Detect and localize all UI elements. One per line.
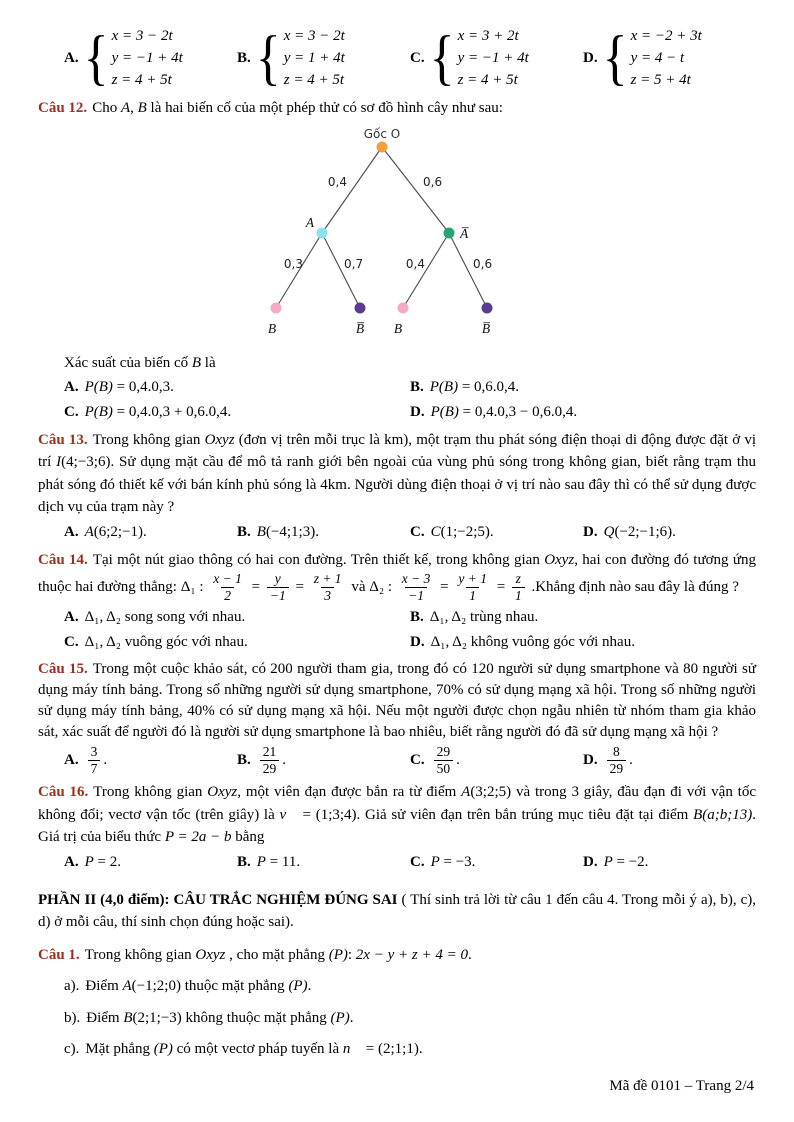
option-c bbox=[64, 400, 410, 425]
option-text: B(−4;1;3). bbox=[256, 523, 319, 540]
left-brace: { bbox=[83, 24, 109, 92]
option-letter: D. bbox=[583, 853, 598, 870]
option-text: $\frac{21}{29}$ . bbox=[257, 752, 286, 768]
option-text: P = 11. bbox=[256, 853, 301, 870]
tree-label-a: A bbox=[305, 214, 314, 230]
tree-label-b2: B bbox=[393, 320, 403, 336]
question-15-label: Câu 15. bbox=[38, 660, 88, 677]
option-letter: A. bbox=[64, 379, 79, 396]
option-a bbox=[64, 375, 410, 400]
option-text: C(1;−2;5). bbox=[430, 523, 494, 540]
item-text: Điểm A(−1;2;0) thuộc mặt phẳng (P). bbox=[85, 978, 312, 994]
part2-question-1-text: Trong không gian Oxyz , cho mặt phẳng (P): 2x − y + z + 4 = 0. bbox=[84, 946, 472, 963]
question-16-options bbox=[38, 850, 756, 875]
option-a bbox=[64, 850, 237, 875]
option-letter: C. bbox=[64, 404, 79, 420]
option-letter: A. bbox=[64, 609, 79, 626]
option-letter: D. bbox=[410, 634, 425, 651]
question-12-label: Câu 12. bbox=[38, 100, 88, 117]
option-d bbox=[410, 400, 756, 425]
question-13-text: Trong không gian Oxyz (đơn vị trên mỗi trục là km), một trạm thu phát sóng điện thoại di động được đặt ở vị trí I(4;−3;6). Sử dụng mặt cầu để mô tả ranh giới bên ngoài của vùng phủ sóng trong không gian, biết rằng trạm thu phát sóng đó thiết kế với bán kính phủ sóng là 4km. Người dùng điện thoại ở vị trí nào sau đây thì có thể sử dụng được dịch vụ của trạm này ? bbox=[38, 431, 756, 516]
equation-line: z = 4 + 5t bbox=[457, 71, 518, 88]
question-12-text: Cho A, B là hai biến cố của một phép thử có sơ đồ hình cây như sau: bbox=[92, 100, 503, 117]
option-c-system bbox=[410, 26, 583, 91]
part2-q1-item-a bbox=[38, 975, 756, 998]
tree-node-abar bbox=[444, 227, 455, 238]
option-letter: C. bbox=[410, 752, 425, 768]
option-text: P(B) = 0,4.0,3 − 0,6.0,4. bbox=[430, 404, 578, 420]
part2-question-1 bbox=[38, 944, 756, 967]
tree-node-b1 bbox=[271, 302, 282, 313]
option-a bbox=[64, 605, 410, 630]
probability-tree-wrap bbox=[38, 122, 756, 352]
option-b-system bbox=[237, 26, 410, 91]
left-brace: { bbox=[255, 24, 281, 92]
option-d bbox=[583, 744, 756, 777]
equation-line: y = 1 + 4t bbox=[283, 49, 345, 66]
option-letter: C. bbox=[410, 853, 425, 870]
prob-a-b: 0,3 bbox=[283, 256, 303, 271]
option-letter: D. bbox=[583, 523, 598, 540]
question-13 bbox=[38, 429, 756, 519]
equation-line: y = 4 − t bbox=[630, 49, 685, 66]
option-text: P = 2. bbox=[84, 853, 121, 870]
question-14-text: Tại một nút giao thông có hai con đường. Trên thiết kế, trong không gian Oxyz, hai con đường đó tương ứng thuộc hai đường thẳng: Δ₁ : $\frac{x - 1}{2}$ = $\frac{y}{-1}$ = $\frac{z + 1}{3}$ và Δ₂ : $\frac{x - 3}{-1}$ = $\frac{y + 1}{1}$ = $\frac{z}{1}$ .Khẳng định nào sau đây là đúng ? bbox=[38, 551, 756, 604]
parametric-line-options-row bbox=[38, 26, 756, 91]
option-text: $\frac{8}{29}$ . bbox=[604, 752, 633, 768]
option-d bbox=[583, 850, 756, 875]
equation-lines bbox=[631, 26, 702, 91]
left-brace: { bbox=[429, 24, 455, 92]
option-letter: D. bbox=[583, 50, 598, 67]
option-letter: A. bbox=[64, 50, 79, 67]
option-letter: C. bbox=[64, 634, 79, 651]
question-12 bbox=[38, 97, 756, 120]
equation-line: x = −2 + 3t bbox=[630, 28, 702, 44]
prob-abar-bbar: 0,6 bbox=[473, 256, 493, 271]
question-15-options bbox=[38, 744, 756, 777]
question-16-text: Trong không gian Oxyz, một viên đạn được bắn ra từ điểm A(3;2;5) và trong 3 giây, đầu đạn đi với vận tốc không đổi; vectơ vận tốc (trên giây) là v⃗ = (1;3;4). Giả sử viên đạn trên bắn trúng mục tiêu đặt tại điểm B(a;b;13). Giá trị của biểu thức P = 2a − b bằng bbox=[38, 784, 756, 846]
prob-o-a: 0,4 bbox=[327, 174, 347, 189]
option-text: Δ₁, Δ₂ không vuông góc với nhau. bbox=[430, 634, 635, 651]
option-a bbox=[64, 520, 237, 545]
option-b bbox=[410, 375, 756, 400]
edge-o-abar bbox=[382, 147, 449, 233]
option-c bbox=[410, 520, 583, 545]
equation-line: x = 3 + 2t bbox=[457, 28, 519, 44]
option-text: $\frac{29}{50}$ . bbox=[431, 752, 460, 768]
tree-node-bbar1 bbox=[355, 302, 366, 313]
option-b bbox=[410, 605, 756, 630]
question-14 bbox=[38, 549, 756, 605]
question-15 bbox=[38, 659, 756, 743]
option-c bbox=[410, 744, 583, 777]
part2-question-1-label: Câu 1. bbox=[38, 946, 80, 963]
question-16-label: Câu 16. bbox=[38, 784, 89, 801]
option-d bbox=[410, 630, 756, 655]
option-text: P(B) = 0,6.0,4. bbox=[429, 379, 520, 396]
equation-lines bbox=[458, 26, 529, 91]
page-footer: Mã đề 0101 – Trang 2/4 bbox=[609, 1078, 754, 1094]
item-letter: b). bbox=[64, 1009, 81, 1026]
option-letter: A. bbox=[64, 523, 79, 540]
question-12-prompt: Xác suất của biến cố B là bbox=[64, 354, 216, 371]
option-letter: B. bbox=[237, 752, 251, 768]
option-letter: B. bbox=[410, 379, 424, 396]
probability-tree-diagram bbox=[237, 122, 557, 347]
option-letter: C. bbox=[410, 523, 425, 540]
equation-lines bbox=[284, 26, 345, 91]
question-16 bbox=[38, 781, 756, 849]
item-letter: c). bbox=[64, 1041, 80, 1057]
option-text: P = −2. bbox=[603, 853, 649, 870]
option-text: $\frac{3}{7}$ . bbox=[85, 752, 108, 768]
left-brace: { bbox=[602, 24, 628, 92]
option-text: Δ₁, Δ₂ vuông góc với nhau. bbox=[84, 634, 248, 651]
tree-label-bbar1: B̅ bbox=[355, 320, 365, 336]
equation-line: y = −1 + 4t bbox=[111, 49, 183, 66]
question-12-options bbox=[38, 375, 756, 425]
part2-q1-item-b bbox=[38, 1007, 756, 1030]
item-text: Điểm B(2;1;−3) không thuộc mặt phẳng (P). bbox=[86, 1009, 354, 1026]
option-text: Δ₁, Δ₂ trùng nhau. bbox=[429, 609, 539, 626]
tree-root-label: Gốc O bbox=[363, 126, 401, 141]
question-13-label: Câu 13. bbox=[38, 431, 88, 448]
option-letter: B. bbox=[237, 523, 251, 540]
part-2-heading: PHẦN II (4,0 điểm): CÂU TRẮC NGHIỆM ĐÚNG SAI ( Thí sinh trả lời từ câu 1 đến câu 4. Trong mỗi ý a), b), c), d) ở mỗi câu, thí sinh chọn đúng hoặc sai). bbox=[38, 891, 756, 930]
tree-label-b1: B bbox=[267, 320, 277, 336]
option-letter: C. bbox=[410, 50, 425, 67]
tree-node-b2 bbox=[398, 302, 409, 313]
option-text: P = −3. bbox=[430, 853, 476, 870]
equation-line: z = 4 + 5t bbox=[283, 71, 344, 88]
prob-abar-b: 0,4 bbox=[405, 256, 425, 271]
equation-line: z = 4 + 5t bbox=[111, 71, 172, 88]
prob-o-abar: 0,6 bbox=[423, 174, 443, 189]
option-letter: B. bbox=[410, 609, 424, 626]
tree-node-bbar2 bbox=[482, 302, 493, 313]
option-letter: A. bbox=[64, 853, 79, 870]
option-b bbox=[237, 850, 410, 875]
part2-q1-item-c bbox=[38, 1038, 756, 1061]
item-letter: a). bbox=[64, 978, 80, 994]
equation-lines bbox=[112, 26, 183, 91]
option-letter: B. bbox=[237, 853, 251, 870]
question-14-label: Câu 14. bbox=[38, 551, 88, 568]
option-letter: D. bbox=[583, 752, 598, 768]
option-text: Δ₁, Δ₂ song song với nhau. bbox=[84, 609, 246, 626]
item-text: Mặt phẳng (P) có một vectơ pháp tuyến là n⃗ = (2;1;1). bbox=[85, 1041, 423, 1057]
equation-line: z = 5 + 4t bbox=[630, 71, 691, 88]
option-text: Q(−2;−1;6). bbox=[603, 523, 676, 540]
option-b bbox=[237, 520, 410, 545]
option-letter: B. bbox=[237, 50, 251, 67]
tree-node-root bbox=[377, 141, 388, 152]
tree-node-a bbox=[317, 227, 328, 238]
prob-a-bbar: 0,7 bbox=[344, 256, 364, 271]
question-15-text: Trong một cuộc khảo sát, có 200 người tham gia, trong đó có 120 người sử dụng smartphone và 80 người sử dụng máy tính bảng. Trong số những người sử dụng smartphone, 70% có sử dụng mạng xã hội. Trong số những người sử dụng máy tính bảng, 40% có sử dụng mạng xã hội. Nếu một người được chọn ngẫu nhiên từ nhóm tham gia khảo sát, xác suất để người đó là người sử dụng smartphone là bao nhiêu, biết rằng người đó đã sử dụng mạng xã hội ? bbox=[38, 660, 756, 740]
question-13-options bbox=[38, 520, 756, 545]
option-text: P(B) = 0,4.0,3 + 0,6.0,4. bbox=[84, 404, 232, 420]
option-letter: A. bbox=[64, 752, 79, 768]
tree-label-abar: A̅ bbox=[460, 225, 469, 241]
equation-line: y = −1 + 4t bbox=[457, 49, 529, 66]
tree-label-bbar2: B̅ bbox=[481, 320, 491, 336]
option-c bbox=[64, 630, 410, 655]
option-d bbox=[583, 520, 756, 545]
option-letter: D. bbox=[410, 404, 425, 420]
option-c bbox=[410, 850, 583, 875]
option-a bbox=[64, 744, 237, 777]
option-b bbox=[237, 744, 410, 777]
question-14-options bbox=[38, 605, 756, 655]
option-a-system bbox=[64, 26, 237, 91]
option-text: A(6;2;−1). bbox=[84, 523, 147, 540]
edge-o-a bbox=[322, 147, 382, 233]
option-text: P(B) = 0,4.0,3. bbox=[84, 379, 174, 396]
option-d-system bbox=[583, 26, 756, 91]
equation-line: x = 3 − 2t bbox=[111, 28, 173, 44]
equation-line: x = 3 − 2t bbox=[283, 28, 345, 44]
